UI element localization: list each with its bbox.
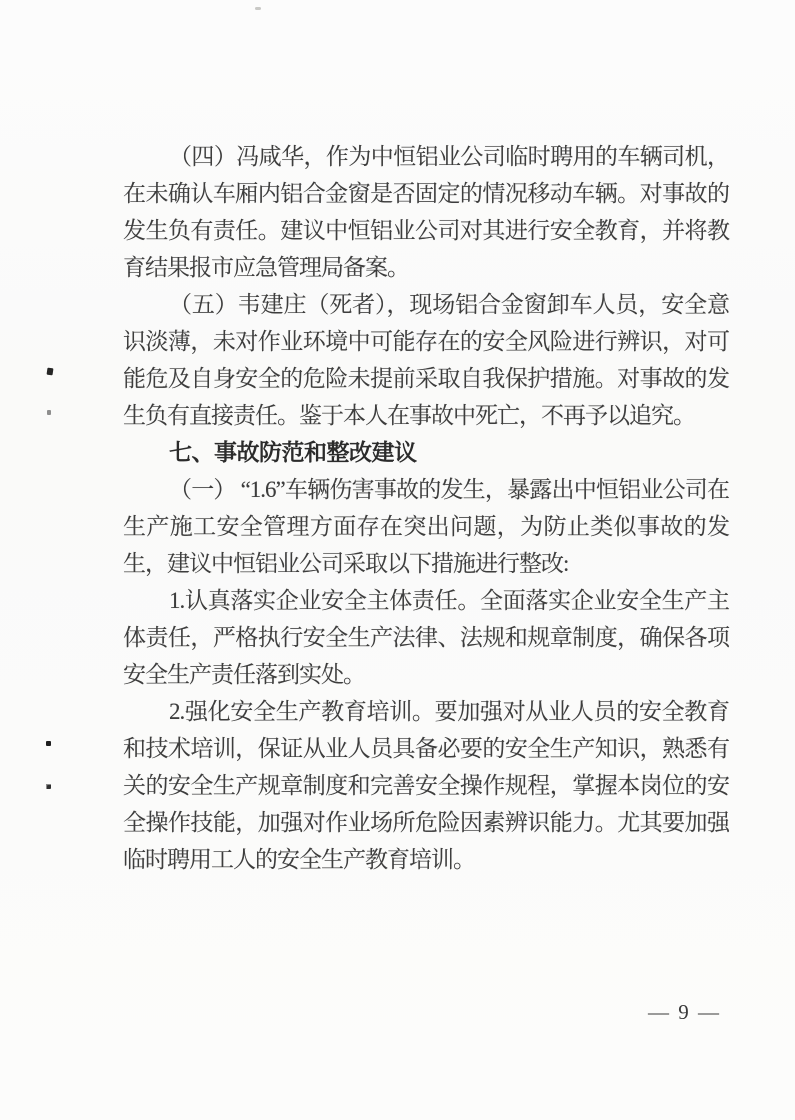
paragraph-liability-item-5: （五）韦建庄（死者），现场铝合金窗卸车人员，安全意识淡薄，未对作业环境中可能存在的安全风险进行辨识，对可能危及自身安全的危险未提前采取自我保护措施。对事故的发生负有直接责任。鉴于本人在事故中死亡，不再予以追究。 — [123, 292, 729, 428]
scan-speck — [46, 784, 51, 789]
page-number: — 9 — — [648, 1000, 721, 1024]
document-body — [123, 138, 729, 878]
paragraph-measure-1: 1.认真落实企业安全主体责任。全面落实企业安全生产主体责任，严格执行安全生产法律、法规和规章制度，确保各项安全生产责任落到实处。 — [123, 588, 729, 687]
paragraph-recommendation-intro: （一） “1.6”车辆伤害事故的发生，暴露出中恒铝业公司在生产施工安全管理方面存在突出问题，为防止类似事故的发生，建议中恒铝业公司采取以下措施进行整改: — [123, 477, 729, 576]
section-heading-prevention-recommendations: 七、事故防范和整改建议 — [169, 439, 417, 465]
scan-smudge — [255, 7, 261, 10]
scan-speck — [46, 741, 51, 746]
paragraph-measure-2: 2.强化安全生产教育培训。要加强对从业人员的安全教育和技术培训，保证从业人员具备必要的安全生产知识，熟悉有关的安全生产规章制度和完善安全操作规程，掌握本岗位的安全操作技能，加强对作业场所危险因素辨识能力。尤其要加强临时聘用工人的安全生产教育培训。 — [123, 699, 729, 872]
scan-speck — [47, 368, 54, 376]
paragraph-liability-item-4: （四）冯咸华，作为中恒铝业公司临时聘用的车辆司机，在未确认车厢内铝合金窗是否固定的情况移动车辆。对事故的发生负有责任。建议中恒铝业公司对其进行安全教育，并将教育结果报市应急管理局备案。 — [123, 144, 729, 280]
scan-speck — [47, 410, 51, 415]
